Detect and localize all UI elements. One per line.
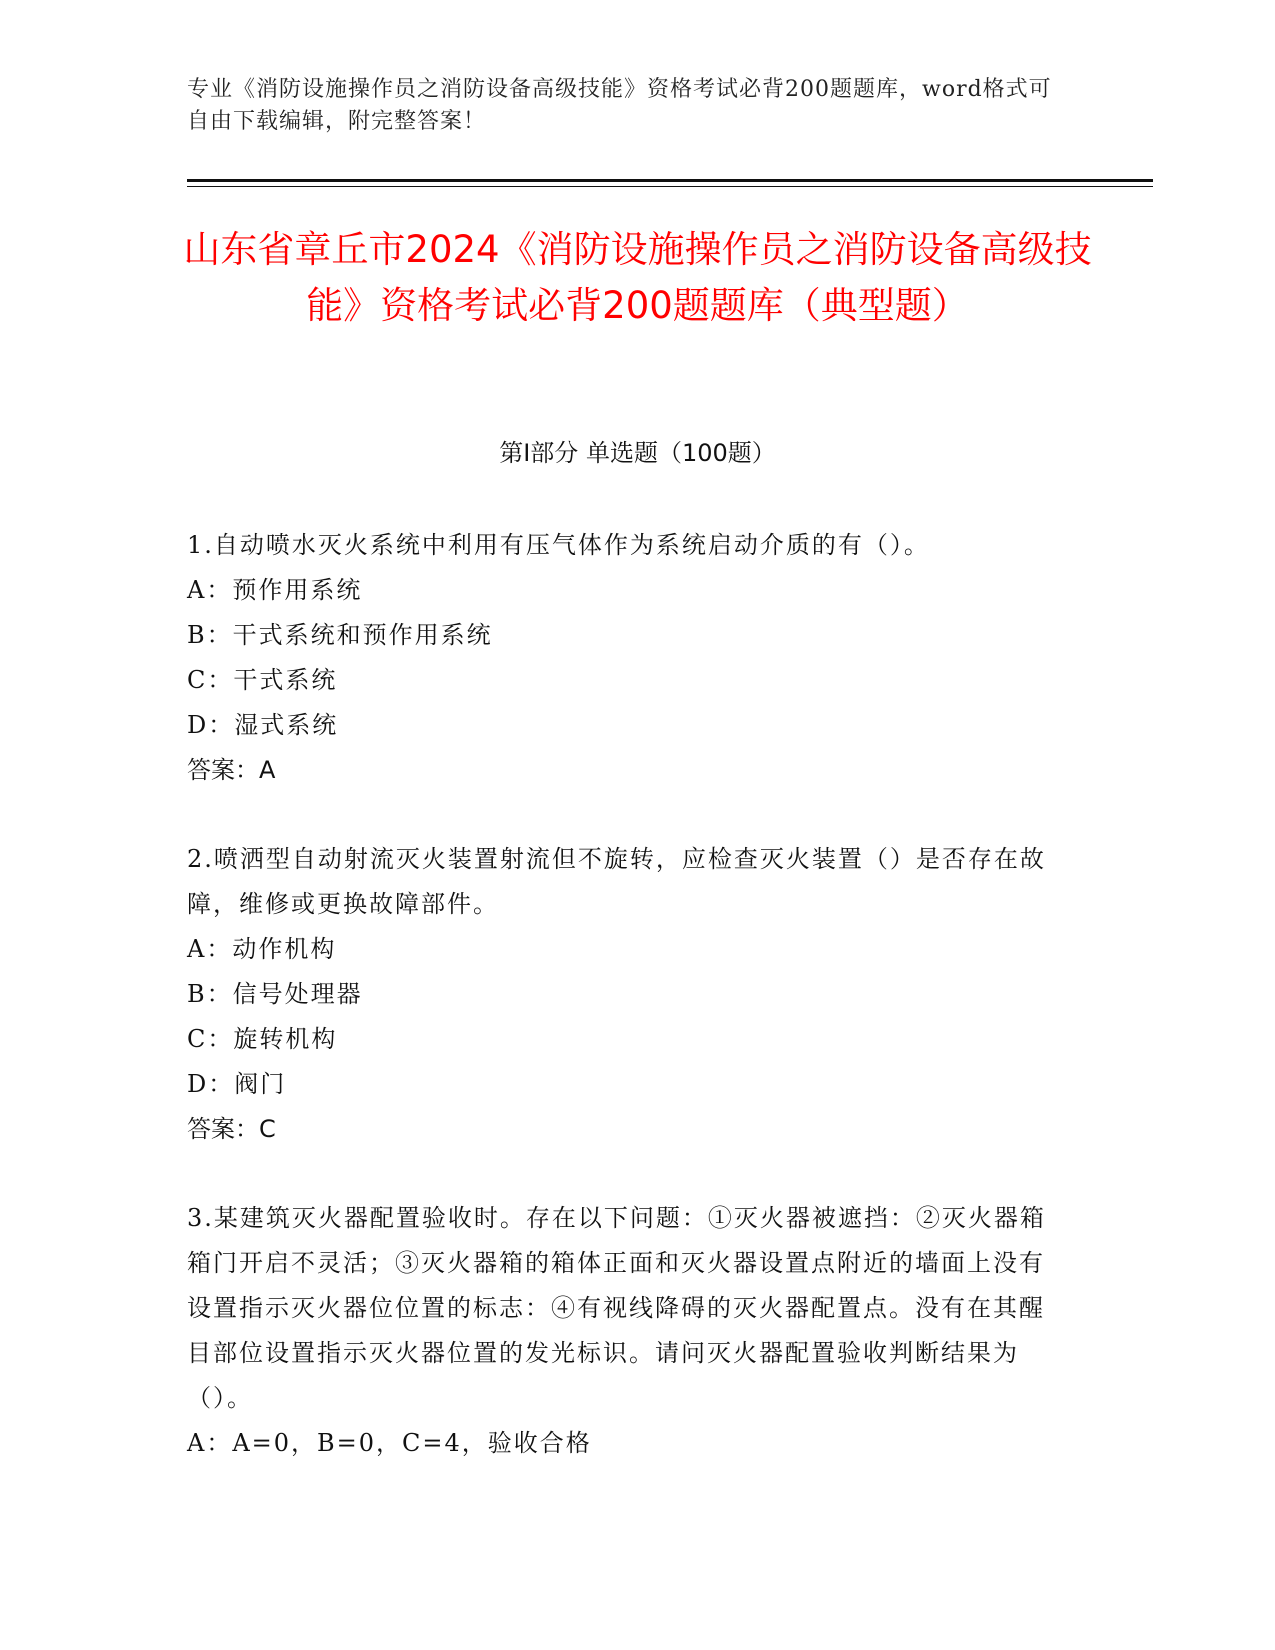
header-divider-thick [187,179,1153,182]
question-1 [187,523,1067,793]
option-a: A：A=0，B=0，C=4，验收合格 [187,1429,592,1457]
question-list [187,523,1067,1510]
question-text: 1.自动喷水灭火系统中利用有压气体作为系统启动介质的有（）。 [187,531,930,559]
answer: 答案：A [187,756,276,784]
header-divider-thin [187,186,1153,187]
option-d: D：阀门 [187,1070,287,1098]
document-title: 山东省章丘市2024《消防设施操作员之消防设备高级技能》资格考试必背200题题库（典型题） [183,228,1092,327]
answer: 答案：C [187,1115,276,1143]
option-a: A：动作机构 [187,935,337,963]
question-3 [187,1196,1067,1466]
question-text: 3.某建筑灭火器配置验收时。存在以下问题：①灭火器被遮挡：②灭火器箱箱门开启不灵活；③灭火器箱的箱体正面和灭火器设置点附近的墙面上没有设置指示灭火器位位置的标志：④有视线降碍的灭火器配置点。没有在其醒目部位设置指示灭火器位置的发光标识。请问灭火器配置验收判断结果为（）。 [187,1204,1046,1412]
option-b: B：信号处理器 [187,980,363,1008]
option-c: C：旋转机构 [187,1025,338,1053]
option-d: D：湿式系统 [187,711,339,739]
section-heading: 第Ⅰ部分 单选题（100题） [499,439,776,467]
option-c: C：干式系统 [187,666,338,694]
option-b: B：干式系统和预作用系统 [187,621,493,649]
question-text: 2.喷洒型自动射流灭火装置射流但不旋转，应检查灭火装置（）是否存在故障，维修或更换故障部件。 [187,845,1046,918]
option-a: A：预作用系统 [187,576,363,604]
header-note: 专业《消防设施操作员之消防设备高级技能》资格考试必背200题题库，word格式可自由下载编辑，附完整答案！ [187,77,1052,134]
question-2 [187,837,1067,1152]
